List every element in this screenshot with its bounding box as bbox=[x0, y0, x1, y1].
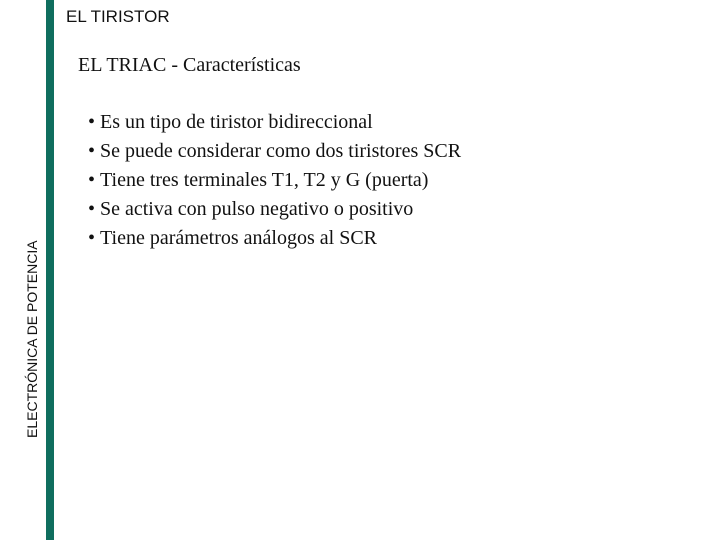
accent-vertical-bar bbox=[46, 0, 54, 540]
bullet-icon: • bbox=[88, 227, 96, 249]
side-label: ELECTRÓNICA DE POTENCIA bbox=[24, 240, 40, 438]
bullet-text: Tiene parámetros análogos al SCR bbox=[100, 227, 378, 249]
bullet-item bbox=[88, 224, 461, 253]
bullet-icon: • bbox=[88, 140, 96, 162]
header-title: EL TIRISTOR bbox=[66, 7, 170, 26]
side-label-container bbox=[22, 148, 44, 438]
bullet-text: Se puede considerar como dos tiristores SCR bbox=[100, 140, 462, 162]
bullet-item bbox=[88, 108, 461, 137]
bullet-item bbox=[88, 137, 461, 166]
bullet-text: Tiene tres terminales T1, T2 y G (puerta) bbox=[100, 169, 429, 191]
bullet-icon: • bbox=[88, 111, 96, 133]
bullet-list bbox=[88, 108, 461, 253]
bullet-text: Se activa con pulso negativo o positivo bbox=[100, 198, 414, 220]
slide-subtitle: EL TRIAC - Características bbox=[78, 54, 301, 76]
bullet-item bbox=[88, 166, 461, 195]
bullet-text: Es un tipo de tiristor bidireccional bbox=[100, 111, 373, 133]
bullet-icon: • bbox=[88, 169, 96, 191]
bullet-icon: • bbox=[88, 198, 96, 220]
bullet-item bbox=[88, 195, 461, 224]
